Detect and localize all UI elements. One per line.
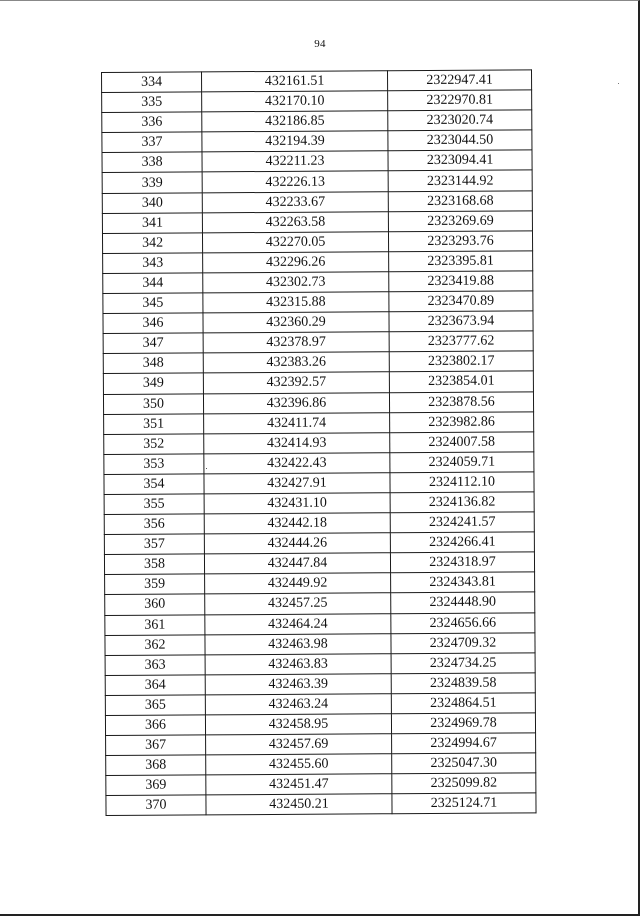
y-coordinate-cell: 2323419.88 (389, 271, 533, 292)
y-coordinate-cell: 2324241.57 (390, 512, 534, 533)
x-coordinate-cell: 432463.98 (205, 633, 391, 654)
point-id-cell: 367 (106, 735, 206, 756)
point-id-cell: 338 (102, 152, 202, 173)
y-coordinate-cell: 2324994.67 (392, 733, 536, 754)
x-coordinate-cell: 432396.86 (203, 392, 389, 413)
table-row (103, 271, 533, 294)
point-id-cell: 351 (104, 413, 204, 434)
y-coordinate-cell: 2325047.30 (392, 753, 536, 774)
coordinates-table-container (101, 69, 536, 816)
x-coordinate-cell: 432161.51 (202, 71, 388, 92)
table-row (106, 733, 536, 756)
x-coordinate-cell: 432458.95 (205, 714, 391, 735)
x-coordinate-cell: 432457.25 (205, 593, 391, 614)
y-coordinate-cell: 2323094.41 (388, 150, 532, 171)
x-coordinate-cell: 432378.97 (203, 332, 389, 353)
x-coordinate-cell: 432170.10 (202, 91, 388, 112)
table-row (102, 211, 532, 234)
point-id-cell: 336 (102, 112, 202, 133)
coordinates-table (101, 69, 537, 816)
point-id-cell: 369 (106, 775, 206, 796)
y-coordinate-cell: 2325124.71 (392, 793, 536, 814)
point-id-cell: 350 (103, 393, 203, 414)
x-coordinate-cell: 432463.39 (205, 674, 391, 695)
y-coordinate-cell: 2323293.76 (388, 231, 532, 252)
point-id-cell: 370 (106, 795, 206, 816)
x-coordinate-cell: 432455.60 (206, 754, 392, 775)
table-row (102, 150, 532, 173)
x-coordinate-cell: 432464.24 (205, 613, 391, 634)
point-id-cell: 359 (105, 574, 205, 595)
coordinates-table-body (102, 70, 537, 816)
y-coordinate-cell: 2323269.69 (388, 211, 532, 232)
point-id-cell: 344 (103, 273, 203, 294)
table-row (105, 653, 535, 676)
table-row (106, 753, 536, 776)
table-row (105, 612, 535, 635)
x-coordinate-cell: 432233.67 (202, 191, 388, 212)
x-coordinate-cell: 432451.47 (206, 774, 392, 795)
table-row (102, 130, 532, 153)
y-coordinate-cell: 2323395.81 (389, 251, 533, 272)
x-coordinate-cell: 432186.85 (202, 111, 388, 132)
y-coordinate-cell: 2323982.86 (390, 411, 534, 432)
table-row (103, 291, 533, 314)
x-coordinate-cell: 432360.29 (203, 312, 389, 333)
table-row (105, 693, 535, 716)
table-row (102, 70, 532, 93)
x-coordinate-cell: 432194.39 (202, 131, 388, 152)
table-row (104, 512, 534, 535)
x-coordinate-cell: 432263.58 (202, 211, 388, 232)
y-coordinate-cell: 2324112.10 (390, 472, 534, 493)
point-id-cell: 366 (105, 715, 205, 736)
point-id-cell: 354 (104, 474, 204, 495)
table-row (106, 793, 536, 816)
point-id-cell: 357 (104, 534, 204, 555)
table-row (104, 411, 534, 434)
point-id-cell: 364 (105, 675, 205, 696)
x-coordinate-cell: 432211.23 (202, 151, 388, 172)
table-row (103, 391, 533, 414)
point-id-cell: 339 (102, 172, 202, 193)
x-coordinate-cell: 432457.69 (206, 734, 392, 755)
table-row (104, 452, 534, 475)
table-row (103, 371, 533, 394)
point-id-cell: 346 (103, 313, 203, 334)
point-id-cell: 358 (104, 554, 204, 575)
x-coordinate-cell: 432427.91 (204, 473, 390, 494)
y-coordinate-cell: 2323144.92 (388, 170, 532, 191)
y-coordinate-cell: 2324839.58 (391, 673, 535, 694)
point-id-cell: 341 (102, 213, 202, 234)
x-coordinate-cell: 432449.92 (205, 573, 391, 594)
x-coordinate-cell: 432422.43 (204, 453, 390, 474)
y-coordinate-cell: 2322970.81 (388, 90, 532, 111)
point-id-cell: 348 (103, 353, 203, 374)
point-id-cell: 368 (106, 755, 206, 776)
table-row (103, 311, 533, 334)
point-id-cell: 352 (104, 434, 204, 455)
y-coordinate-cell: 2325099.82 (392, 773, 536, 794)
x-coordinate-cell: 432450.21 (206, 794, 392, 815)
point-id-cell: 355 (104, 494, 204, 515)
y-coordinate-cell: 2323854.01 (389, 371, 533, 392)
page-number: 94 (314, 38, 326, 50)
table-row (104, 432, 534, 455)
table-row (103, 351, 533, 374)
x-coordinate-cell: 432302.73 (203, 272, 389, 293)
x-coordinate-cell: 432447.84 (204, 553, 390, 574)
x-coordinate-cell: 432411.74 (204, 412, 390, 433)
point-id-cell: 347 (103, 333, 203, 354)
x-coordinate-cell: 432431.10 (204, 493, 390, 514)
y-coordinate-cell: 2323878.56 (389, 391, 533, 412)
x-coordinate-cell: 432296.26 (203, 252, 389, 273)
y-coordinate-cell: 2324266.41 (390, 532, 534, 553)
point-id-cell: 363 (105, 655, 205, 676)
y-coordinate-cell: 2324734.25 (391, 653, 535, 674)
scan-speck (206, 468, 207, 469)
x-coordinate-cell: 432444.26 (204, 533, 390, 554)
table-row (102, 90, 532, 113)
x-coordinate-cell: 432414.93 (204, 432, 390, 453)
table-row (105, 592, 535, 615)
table-row (102, 231, 532, 254)
table-row (104, 552, 534, 575)
x-coordinate-cell: 432463.24 (205, 694, 391, 715)
y-coordinate-cell: 2324318.97 (390, 552, 534, 573)
y-coordinate-cell: 2324343.81 (391, 572, 535, 593)
y-coordinate-cell: 2324969.78 (391, 713, 535, 734)
point-id-cell: 337 (102, 132, 202, 153)
y-coordinate-cell: 2324136.82 (390, 492, 534, 513)
point-id-cell: 334 (102, 72, 202, 93)
x-coordinate-cell: 432442.18 (204, 513, 390, 534)
x-coordinate-cell: 432383.26 (203, 352, 389, 373)
point-id-cell: 349 (103, 373, 203, 394)
x-coordinate-cell: 432315.88 (203, 292, 389, 313)
point-id-cell: 362 (105, 635, 205, 656)
table-row (105, 572, 535, 595)
point-id-cell: 340 (102, 192, 202, 213)
table-row (103, 331, 533, 354)
table-row (103, 251, 533, 274)
table-row (102, 190, 532, 213)
x-coordinate-cell: 432392.57 (203, 372, 389, 393)
x-coordinate-cell: 432270.05 (202, 231, 388, 252)
table-row (104, 472, 534, 495)
point-id-cell: 335 (102, 92, 202, 113)
table-row (105, 673, 535, 696)
y-coordinate-cell: 2324007.58 (390, 432, 534, 453)
point-id-cell: 343 (103, 253, 203, 274)
y-coordinate-cell: 2323168.68 (388, 190, 532, 211)
point-id-cell: 356 (104, 514, 204, 535)
table-row (105, 632, 535, 655)
x-coordinate-cell: 432226.13 (202, 171, 388, 192)
table-row (105, 713, 535, 736)
y-coordinate-cell: 2324864.51 (391, 693, 535, 714)
y-coordinate-cell: 2324448.90 (391, 592, 535, 613)
scan-speck (618, 83, 619, 84)
y-coordinate-cell: 2323020.74 (388, 110, 532, 131)
table-row (104, 532, 534, 555)
y-coordinate-cell: 2323044.50 (388, 130, 532, 151)
table-row (106, 773, 536, 796)
point-id-cell: 365 (105, 695, 205, 716)
y-coordinate-cell: 2323470.89 (389, 291, 533, 312)
y-coordinate-cell: 2322947.41 (387, 70, 531, 91)
table-row (102, 110, 532, 133)
table-row (102, 170, 532, 193)
y-coordinate-cell: 2323802.17 (389, 351, 533, 372)
y-coordinate-cell: 2324709.32 (391, 632, 535, 653)
y-coordinate-cell: 2324059.71 (390, 452, 534, 473)
point-id-cell: 342 (102, 233, 202, 254)
table-row (104, 492, 534, 515)
point-id-cell: 345 (103, 293, 203, 314)
y-coordinate-cell: 2324656.66 (391, 612, 535, 633)
point-id-cell: 360 (105, 594, 205, 615)
y-coordinate-cell: 2323673.94 (389, 311, 533, 332)
point-id-cell: 353 (104, 454, 204, 475)
y-coordinate-cell: 2323777.62 (389, 331, 533, 352)
point-id-cell: 361 (105, 614, 205, 635)
x-coordinate-cell: 432463.83 (205, 653, 391, 674)
